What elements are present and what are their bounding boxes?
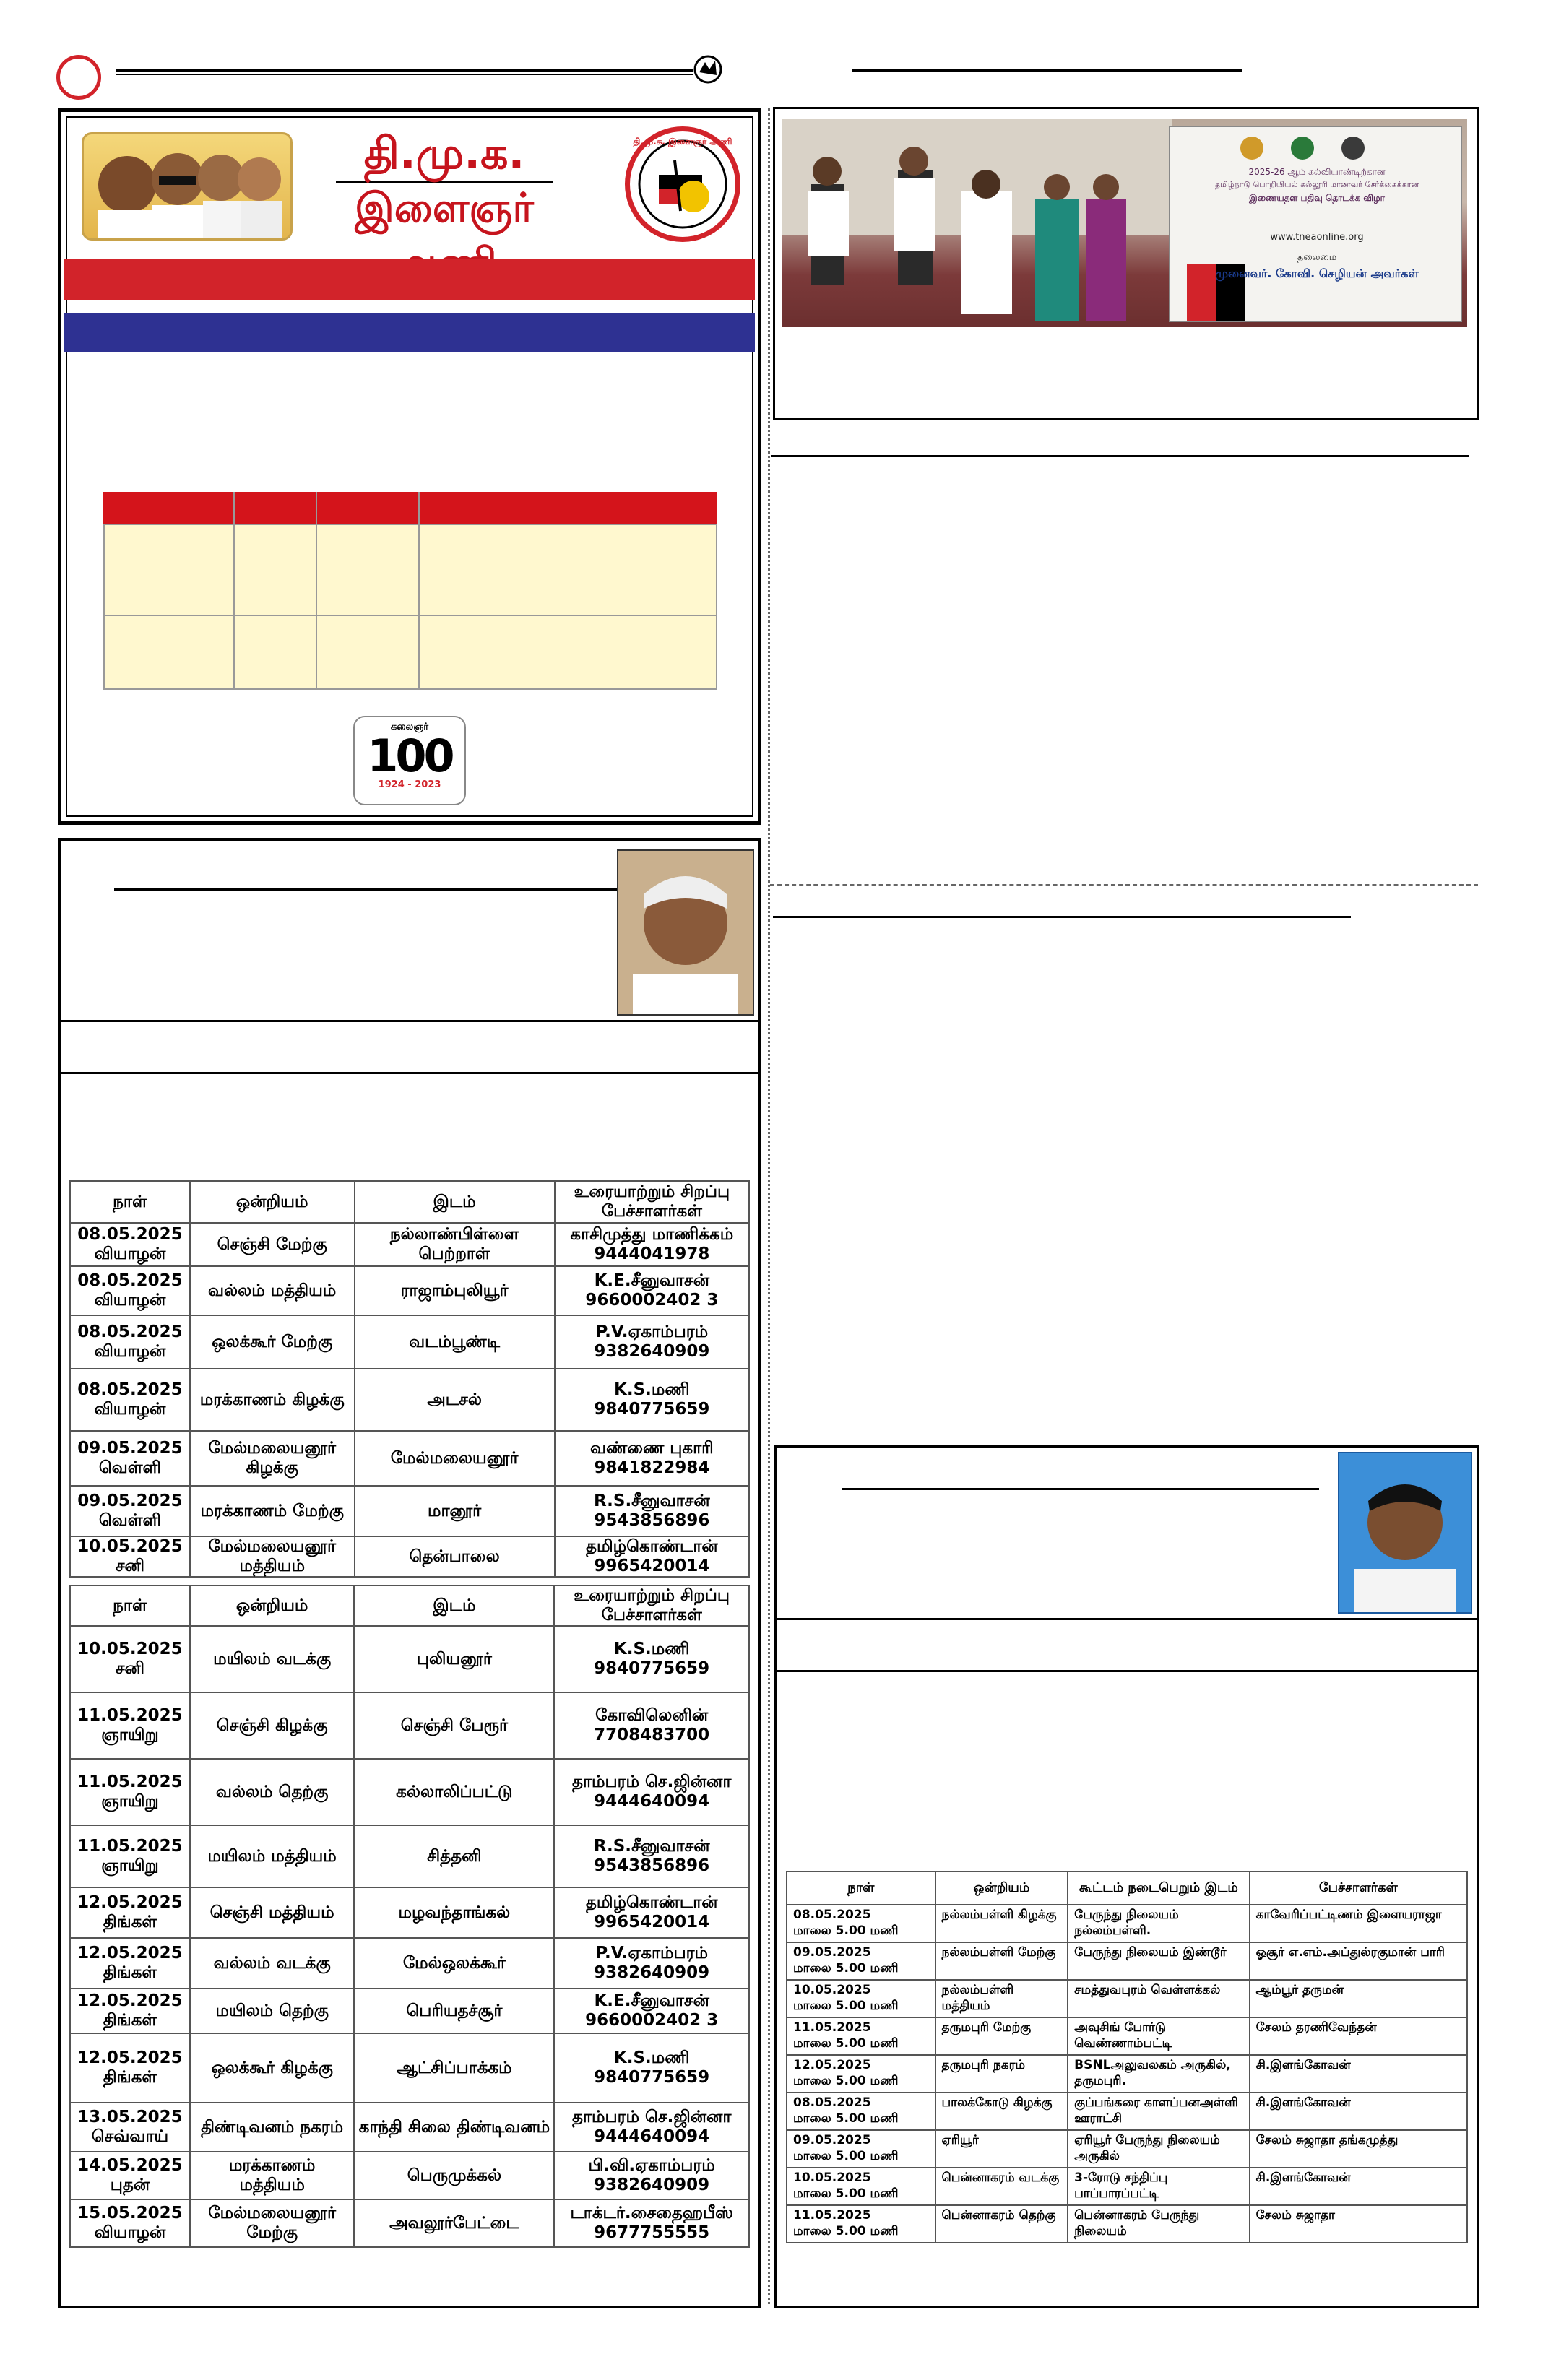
speaker-cell: சேலம் தரணிவேந்தன் bbox=[1250, 2017, 1467, 2055]
date-cell bbox=[70, 1759, 190, 1825]
date-cell-line1: 13.05.2025 bbox=[77, 2108, 183, 2126]
date-cell-line2: மாலை 5.00 மணி bbox=[793, 1999, 899, 2013]
head-speaker: உரையாற்றும் சிறப்பு பேச்சாளர்கள் bbox=[555, 1181, 749, 1223]
union-cell: மரக்காணம் கிழக்கு bbox=[190, 1369, 355, 1431]
place-cell: பெருமுக்கல் bbox=[354, 2152, 554, 2199]
date-cell-line2: திங்கள் bbox=[103, 2068, 157, 2087]
union-cell: தருமபுரி மேற்கு bbox=[935, 2017, 1068, 2055]
speaker-cell-line2: 7708483700 bbox=[594, 1726, 710, 1744]
date-cell-line1: 12.05.2025 bbox=[77, 1944, 183, 1963]
table-row bbox=[787, 2093, 1467, 2130]
date-cell-line1: 08.05.2025 bbox=[77, 1271, 183, 1290]
date-cell-line2: மாலை 5.00 மணி bbox=[793, 2186, 899, 2201]
table-row bbox=[787, 1942, 1467, 1980]
speaker-cell: சி.இளங்கோவன் bbox=[1250, 2055, 1467, 2093]
speaker-cell-line1: கோவிலெனின் bbox=[595, 1706, 709, 1725]
place-cell: நல்லாண்பிள்ளை பெற்றாள் bbox=[355, 1223, 555, 1266]
head-date: நாள் bbox=[787, 1871, 935, 1905]
speaker-cell bbox=[555, 1223, 749, 1266]
speaker-cell-line1: K.E.சீனுவாசன் bbox=[594, 1271, 710, 1290]
emblem-text: தி.மு.க. இளைஞர் அணி bbox=[633, 137, 732, 147]
date-cell bbox=[70, 1369, 190, 1431]
schedule2-rule-a bbox=[777, 1618, 1477, 1620]
date-cell-line1: 12.05.2025 bbox=[77, 1991, 183, 2010]
kalaignar-100-logo bbox=[353, 716, 466, 805]
ad-table-col1 bbox=[233, 492, 235, 690]
schedule2-table bbox=[786, 1871, 1468, 2243]
date-cell bbox=[787, 1942, 935, 1980]
speaker-cell-line2: 9543856896 bbox=[594, 1511, 710, 1530]
place-cell: ஏரியூர் பேருந்து நிலையம் அருகில் bbox=[1068, 2130, 1249, 2168]
speaker-cell-line1: K.S.மணி bbox=[613, 1640, 690, 1658]
table-row bbox=[70, 1825, 749, 1887]
speaker-cell-line1: P.V.ஏகாம்பரம் bbox=[595, 1944, 708, 1963]
right-divider-2 bbox=[773, 916, 1351, 918]
speaker-cell bbox=[555, 1369, 749, 1431]
speaker-cell-line1: R.S.சீனுவாசன் bbox=[594, 1492, 710, 1510]
place-cell: ஆட்சிப்பாக்கம் bbox=[354, 2033, 554, 2103]
union-cell: ஒலக்கூர் கிழக்கு bbox=[190, 2033, 355, 2103]
union-cell: தருமபுரி நகரம் bbox=[935, 2055, 1068, 2093]
union-cell: மேல்மலையனூர் கிழக்கு bbox=[190, 1431, 355, 1486]
speaker-cell bbox=[554, 1759, 749, 1825]
place-cell: அடசல் bbox=[355, 1369, 555, 1431]
place-cell: தென்பாலை bbox=[355, 1536, 555, 1577]
date-cell-line2: வியாழன் bbox=[94, 1342, 166, 1361]
table-row bbox=[70, 2152, 749, 2199]
ad-table-body bbox=[103, 524, 717, 690]
speaker-cell bbox=[555, 1266, 749, 1315]
speaker-cell: சேலம் சுஜாதா தங்கமுத்து bbox=[1250, 2130, 1467, 2168]
speaker-cell bbox=[554, 2033, 749, 2103]
date-cell-line1: 09.05.2025 bbox=[77, 1439, 183, 1458]
schedule1-title-rule bbox=[114, 888, 620, 891]
table-row bbox=[787, 2055, 1467, 2093]
right-divider-dotted bbox=[770, 884, 1478, 886]
date-cell bbox=[70, 1989, 190, 2033]
union-cell: மேல்மலையனூர் மத்தியம் bbox=[190, 1536, 355, 1577]
place-cell: மேல்மலையனூர் bbox=[355, 1431, 555, 1486]
speaker-cell: சி.இளங்கோவன் bbox=[1250, 2093, 1467, 2130]
speaker-cell bbox=[554, 1887, 749, 1938]
banner-line2: தமிழ்நாடு பொறியியல் கல்லூரி மாணவர் சேர்க்கைக்கான bbox=[1214, 180, 1419, 189]
speaker-cell-line2: 9841822984 bbox=[594, 1458, 710, 1477]
table-row bbox=[787, 2205, 1467, 2243]
schedule2-rule-b bbox=[777, 1670, 1477, 1672]
table-row bbox=[70, 2103, 749, 2152]
union-cell: பென்னாகரம் வடக்கு bbox=[935, 2168, 1068, 2205]
speaker-cell-line1: R.S.சீனுவாசன் bbox=[593, 1837, 710, 1856]
date-cell-line2: ஞாயிறு bbox=[101, 1856, 159, 1875]
speaker-cell-line2: 9840775659 bbox=[594, 1400, 710, 1419]
date-cell-line2: வெள்ளி bbox=[98, 1458, 161, 1477]
speaker-cell-line2: 9444640094 bbox=[594, 2127, 710, 2146]
ad-title-line2: இளைஞர் bbox=[300, 181, 589, 293]
schedule1-rule-b bbox=[61, 1072, 758, 1074]
date-cell-line1: 14.05.2025 bbox=[77, 2156, 183, 2175]
red-stripe bbox=[64, 259, 755, 300]
speaker-cell-line1: தாம்பரம் செ.ஜின்னா bbox=[571, 1773, 732, 1791]
date-cell bbox=[70, 1486, 190, 1536]
speaker-cell-line2: 9444041978 bbox=[594, 1245, 710, 1263]
leaders-photo bbox=[82, 132, 293, 241]
date-cell-line2: வியாழன் bbox=[94, 1400, 166, 1419]
speaker-cell-line1: P.V.ஏகாம்பரம் bbox=[595, 1323, 709, 1341]
union-cell: பென்னாகரம் தெற்கு bbox=[935, 2205, 1068, 2243]
union-cell: நல்லம்பள்ளி மேற்கு bbox=[935, 1942, 1068, 1980]
schedule1-header-a bbox=[70, 1181, 749, 1223]
date-cell-line2: மாலை 5.00 மணி bbox=[793, 2149, 899, 2163]
date-cell bbox=[70, 1825, 190, 1887]
speaker-cell-line1: K.S.மணி bbox=[614, 1380, 690, 1399]
place-cell: குப்பங்கரை காளப்பனஅள்ளி ஊராட்சி bbox=[1068, 2093, 1249, 2130]
place-cell: BSNLஅலுவலகம் அருகில், தருமபுரி. bbox=[1068, 2055, 1249, 2093]
place-cell: மழவந்தாங்கல் bbox=[354, 1887, 554, 1938]
banner-url: www.tneaonline.org bbox=[1270, 232, 1364, 243]
date-cell-line2: புதன் bbox=[110, 2176, 150, 2194]
event-photo-panel bbox=[773, 107, 1479, 420]
place-cell: 3-ரோடு சந்திப்பு பாப்பாரப்பட்டி bbox=[1068, 2168, 1249, 2205]
date-cell bbox=[787, 2017, 935, 2055]
date-cell-line2: சனி bbox=[115, 1557, 145, 1575]
speaker-cell bbox=[555, 1431, 749, 1486]
speaker-cell-line1: தாம்பரம் செ.ஜின்னா bbox=[571, 2108, 732, 2126]
speaker-cell-line1: பி.வி.ஏகாம்பரம் bbox=[588, 2156, 715, 2175]
date-cell-line1: 12.05.2025 bbox=[793, 2058, 871, 2072]
union-cell: திண்டிவனம் நகரம் bbox=[190, 2103, 355, 2152]
header-rule-right bbox=[852, 69, 1242, 72]
date-cell-line1: 11.05.2025 bbox=[77, 1706, 183, 1725]
union-cell: மயிலம் தெற்கு bbox=[190, 1989, 355, 2033]
schedule2-panel bbox=[774, 1445, 1479, 2308]
date-cell-line2: ஞாயிறு bbox=[101, 1726, 159, 1744]
speaker-cell-line1: காசிமுத்து மாணிக்கம் bbox=[570, 1225, 734, 1244]
date-cell-line2: மாலை 5.00 மணி bbox=[793, 2111, 899, 2126]
date-cell-line2: செவ்வாய் bbox=[91, 2127, 169, 2146]
union-cell: மேல்மலையனூர் மேற்கு bbox=[190, 2199, 355, 2247]
schedule1-panel bbox=[58, 838, 761, 2308]
place-cell: புலியனூர் bbox=[354, 1626, 554, 1692]
date-cell-line1: 11.05.2025 bbox=[793, 2208, 871, 2223]
date-cell-line1: 10.05.2025 bbox=[77, 1537, 183, 1556]
speaker-portrait-1 bbox=[617, 849, 754, 1016]
date-cell-line2: சனி bbox=[115, 1659, 145, 1678]
place-cell: சமத்துவபுரம் வெள்ளக்கல் bbox=[1068, 1980, 1249, 2017]
header-rule-left bbox=[116, 69, 693, 75]
date-cell bbox=[787, 2205, 935, 2243]
date-cell-line1: 10.05.2025 bbox=[77, 1640, 183, 1658]
date-cell-line1: 08.05.2025 bbox=[77, 1225, 183, 1244]
place-cell: பேருந்து நிலையம் நல்லம்பள்ளி. bbox=[1068, 1905, 1249, 1942]
union-cell: நல்லம்பள்ளி கிழக்கு bbox=[935, 1905, 1068, 1942]
logo-top-text: கலைஞர் bbox=[390, 722, 429, 732]
banner-label: தலைமை bbox=[1297, 252, 1337, 263]
dmk-youth-ad bbox=[58, 108, 761, 825]
date-cell bbox=[70, 1266, 190, 1315]
schedule2-header bbox=[787, 1871, 1467, 1905]
speaker-cell-line2: 9840775659 bbox=[594, 2068, 710, 2087]
date-cell bbox=[70, 1626, 190, 1692]
speaker-cell bbox=[554, 2199, 749, 2247]
speaker-cell-line2: 9965420014 bbox=[594, 1557, 710, 1575]
union-cell: வல்லம் வடக்கு bbox=[190, 1938, 355, 1989]
date-cell-line2: திங்கள் bbox=[103, 1913, 157, 1931]
speaker-cell-line2: 9382640909 bbox=[594, 2176, 710, 2194]
table-row bbox=[70, 2033, 749, 2103]
logo-years: 1924 - 2023 bbox=[378, 779, 441, 790]
date-cell bbox=[70, 2199, 190, 2247]
head-union: ஒன்றியம் bbox=[190, 1585, 355, 1626]
date-cell-line1: 12.05.2025 bbox=[77, 2048, 183, 2067]
date-cell-line1: 08.05.2025 bbox=[77, 1380, 183, 1399]
place-cell: செஞ்சி பேரூர் bbox=[354, 1692, 554, 1759]
speaker-cell: சேலம் சுஜாதா bbox=[1250, 2205, 1467, 2243]
table-row bbox=[70, 1759, 749, 1825]
place-cell: காந்தி சிலை திண்டிவனம் bbox=[354, 2103, 554, 2152]
date-cell-line1: 11.05.2025 bbox=[793, 2020, 871, 2035]
date-cell-line1: 08.05.2025 bbox=[793, 2095, 871, 2110]
date-cell bbox=[70, 1315, 190, 1369]
date-cell bbox=[70, 1536, 190, 1577]
banner-line1: 2025-26 ஆம் கல்வியாண்டிற்கான bbox=[1248, 167, 1386, 177]
union-cell: மரக்காணம் மத்தியம் bbox=[190, 2152, 355, 2199]
speaker-cell-line2: 9660002402 3 bbox=[585, 2011, 719, 2030]
speaker-portrait-2 bbox=[1338, 1452, 1472, 1614]
table-row bbox=[70, 1369, 749, 1431]
speaker-cell bbox=[555, 1315, 749, 1369]
date-cell-line2: வியாழன் bbox=[94, 2223, 166, 2242]
table-row bbox=[70, 1887, 749, 1938]
date-cell-line2: மாலை 5.00 மணி bbox=[793, 1961, 899, 1976]
date-cell bbox=[70, 1887, 190, 1938]
head-place: கூட்டம் நடைபெறும் இடம் bbox=[1068, 1871, 1249, 1905]
date-cell bbox=[787, 2168, 935, 2205]
date-cell-line1: 11.05.2025 bbox=[77, 1773, 183, 1791]
banner-name: முனைவர். கோவி. செழியன் அவர்கள் bbox=[1215, 267, 1419, 280]
speaker-cell-line1: டாக்டர்.சைதைஹபீஸ் bbox=[570, 2204, 733, 2223]
union-cell: செஞ்சி கிழக்கு bbox=[190, 1692, 355, 1759]
date-cell-line1: 10.05.2025 bbox=[793, 2171, 871, 2185]
speaker-cell bbox=[554, 1825, 749, 1887]
table-row bbox=[70, 1223, 749, 1266]
place-cell: அவுசிங் போர்டு வெண்ணாம்பட்டி bbox=[1068, 2017, 1249, 2055]
schedule1-rule-a bbox=[61, 1020, 758, 1022]
speaker-cell-line2: 9543856896 bbox=[594, 1856, 710, 1875]
ad-title-line1: தி.மு.க. bbox=[336, 126, 553, 183]
date-cell-line2: வியாழன் bbox=[94, 1245, 166, 1263]
date-cell bbox=[787, 1905, 935, 1942]
speaker-cell bbox=[555, 1536, 749, 1577]
right-divider-1 bbox=[772, 455, 1469, 457]
table-row bbox=[787, 1905, 1467, 1942]
date-cell-line2: திங்கள் bbox=[103, 2011, 157, 2030]
head-speaker: உரையாற்றும் சிறப்பு பேச்சாளர்கள் bbox=[554, 1585, 749, 1626]
schedule1-table-a bbox=[69, 1180, 750, 1578]
speaker-cell-line1: K.E.சீனுவாசன் bbox=[594, 1991, 709, 2010]
union-cell: வல்லம் மத்தியம் bbox=[190, 1266, 355, 1315]
place-cell: மானூர் bbox=[355, 1486, 555, 1536]
table-row bbox=[787, 2130, 1467, 2168]
union-cell: வல்லம் தெற்கு bbox=[190, 1759, 355, 1825]
place-cell: அவலூர்பேட்டை bbox=[354, 2199, 554, 2247]
date-cell-line2: மாலை 5.00 மணி bbox=[793, 2074, 899, 2088]
table-row bbox=[70, 1266, 749, 1315]
date-cell-line1: 09.05.2025 bbox=[793, 1945, 871, 1960]
union-cell: செஞ்சி மேற்கு bbox=[190, 1223, 355, 1266]
head-union: ஒன்றியம் bbox=[190, 1181, 355, 1223]
head-place: இடம் bbox=[354, 1585, 554, 1626]
union-cell: மரக்காணம் மேற்கு bbox=[190, 1486, 355, 1536]
table-row bbox=[70, 2199, 749, 2247]
table-row bbox=[70, 1536, 749, 1577]
head-place: இடம் bbox=[355, 1181, 555, 1223]
date-cell bbox=[787, 2130, 935, 2168]
date-cell bbox=[70, 2103, 190, 2152]
head-speaker: பேச்சாளர்கள் bbox=[1250, 1871, 1467, 1905]
speaker-cell bbox=[554, 2103, 749, 2152]
speaker-cell bbox=[554, 1692, 749, 1759]
date-cell-line1: 09.05.2025 bbox=[793, 2133, 871, 2147]
head-date: நாள் bbox=[70, 1585, 190, 1626]
place-cell: பேருந்து நிலையம் இண்டூர் bbox=[1068, 1942, 1249, 1980]
blue-stripe bbox=[64, 313, 755, 352]
page-number-circle bbox=[56, 55, 101, 100]
speaker-cell-line1: தமிழ்கொண்டான் bbox=[585, 1893, 718, 1912]
speaker-cell-line2: 9677755555 bbox=[594, 2223, 710, 2242]
date-cell bbox=[787, 1980, 935, 2017]
speaker-cell-line2: 9444640094 bbox=[594, 1792, 710, 1811]
ad-table-col3 bbox=[418, 492, 420, 690]
logo-mark: 100 bbox=[367, 730, 452, 782]
union-cell: பாலக்கோடு கிழக்கு bbox=[935, 2093, 1068, 2130]
speaker-cell bbox=[554, 1626, 749, 1692]
ad-table-rowline bbox=[103, 615, 717, 616]
date-cell-line1: 15.05.2025 bbox=[77, 2204, 183, 2223]
union-cell: மயிலம் வடக்கு bbox=[190, 1626, 355, 1692]
table-row bbox=[70, 1431, 749, 1486]
head-date: நாள் bbox=[70, 1181, 190, 1223]
place-cell: ராஜாம்புலியூர் bbox=[355, 1266, 555, 1315]
ad-table-head bbox=[103, 492, 717, 524]
date-cell-line2: வியாழன் bbox=[94, 1291, 166, 1310]
speaker-cell: சி.இளங்கோவன் bbox=[1250, 2168, 1467, 2205]
speaker-cell: ஆம்பூர் தருமன் bbox=[1250, 1980, 1467, 2017]
banner-line3: இணையதள பதிவு தொடக்க விழா bbox=[1249, 193, 1385, 203]
place-cell: பெரியதச்சூர் bbox=[354, 1989, 554, 2033]
speaker-cell-line2: 9382640909 bbox=[594, 1963, 710, 1982]
date-cell-line1: 10.05.2025 bbox=[793, 1983, 871, 1997]
date-cell-line2: மாலை 5.00 மணி bbox=[793, 2036, 899, 2051]
place-cell: பென்னாகரம் பேருந்து நிலையம் bbox=[1068, 2205, 1249, 2243]
union-cell: நல்லம்பள்ளி மத்தியம் bbox=[935, 1980, 1068, 2017]
speaker-cell-line1: வண்ணை புகாரி bbox=[589, 1439, 714, 1458]
date-cell-line2: மாலை 5.00 மணி bbox=[793, 1924, 899, 1938]
date-cell-line2: வெள்ளி bbox=[98, 1511, 161, 1530]
schedule1-header-b bbox=[70, 1585, 749, 1626]
speaker-cell: ஓசூர் எ.எம்.அப்துல்ரகுமான் பாரி bbox=[1250, 1942, 1467, 1980]
date-cell-line2: திங்கள் bbox=[103, 1963, 157, 1982]
union-cell: செஞ்சி மத்தியம் bbox=[190, 1887, 355, 1938]
union-cell: ஏரியூர் bbox=[935, 2130, 1068, 2168]
union-cell: ஒலக்கூர் மேற்கு bbox=[190, 1315, 355, 1369]
date-cell-line1: 12.05.2025 bbox=[77, 1893, 183, 1912]
speaker-cell bbox=[554, 1938, 749, 1989]
ad-table-col2 bbox=[316, 492, 317, 690]
place-cell: கல்லாலிப்பட்டு bbox=[354, 1759, 554, 1825]
speaker-cell-line1: தமிழ்கொண்டான் bbox=[586, 1537, 718, 1556]
date-cell bbox=[70, 2033, 190, 2103]
schedule2-title-rule bbox=[842, 1488, 1319, 1490]
place-cell: மேல்ஒலக்கூர் bbox=[354, 1938, 554, 1989]
table-row bbox=[787, 1980, 1467, 2017]
date-cell bbox=[70, 1692, 190, 1759]
table-row bbox=[70, 1315, 749, 1369]
table-row bbox=[787, 2017, 1467, 2055]
speaker-cell: காவேரிப்பட்டிணம் இளையராஜா bbox=[1250, 1905, 1467, 1942]
place-cell: வடம்பூண்டி bbox=[355, 1315, 555, 1369]
date-cell-line1: 11.05.2025 bbox=[77, 1837, 183, 1856]
speaker-cell bbox=[554, 2152, 749, 2199]
ad-table bbox=[103, 492, 717, 690]
date-cell-line1: 08.05.2025 bbox=[793, 1908, 871, 1922]
speaker-cell-line1: K.S.மணி bbox=[613, 2048, 690, 2067]
speaker-cell-line2: 9382640909 bbox=[594, 1342, 710, 1361]
table-row bbox=[787, 2168, 1467, 2205]
speaker-cell bbox=[554, 1989, 749, 2033]
speaker-cell-line2: 9840775659 bbox=[594, 1659, 710, 1678]
table-row bbox=[70, 1938, 749, 1989]
date-cell bbox=[70, 2152, 190, 2199]
table-row bbox=[70, 1486, 749, 1536]
date-cell-line1: 08.05.2025 bbox=[77, 1323, 183, 1341]
table-row bbox=[70, 1626, 749, 1692]
date-cell bbox=[787, 2093, 935, 2130]
date-cell bbox=[70, 1938, 190, 1989]
date-cell-line1: 09.05.2025 bbox=[77, 1492, 183, 1510]
speaker-cell-line2: 9965420014 bbox=[594, 1913, 710, 1931]
date-cell bbox=[70, 1223, 190, 1266]
table-row bbox=[70, 1989, 749, 2033]
mascot-icon bbox=[692, 53, 724, 85]
date-cell bbox=[70, 1431, 190, 1486]
union-cell: மயிலம் மத்தியம் bbox=[190, 1825, 355, 1887]
column-separator bbox=[768, 108, 770, 2304]
date-cell-line2: ஞாயிறு bbox=[101, 1792, 159, 1811]
date-cell bbox=[787, 2055, 935, 2093]
speaker-cell bbox=[555, 1486, 749, 1536]
event-photo bbox=[782, 119, 1467, 327]
speaker-cell-line2: 9660002402 3 bbox=[585, 1291, 719, 1310]
date-cell-line2: மாலை 5.00 மணி bbox=[793, 2224, 899, 2238]
place-cell: சித்தனி bbox=[354, 1825, 554, 1887]
head-union: ஒன்றியம் bbox=[935, 1871, 1068, 1905]
table-row bbox=[70, 1692, 749, 1759]
schedule1-table-b bbox=[69, 1585, 750, 2248]
